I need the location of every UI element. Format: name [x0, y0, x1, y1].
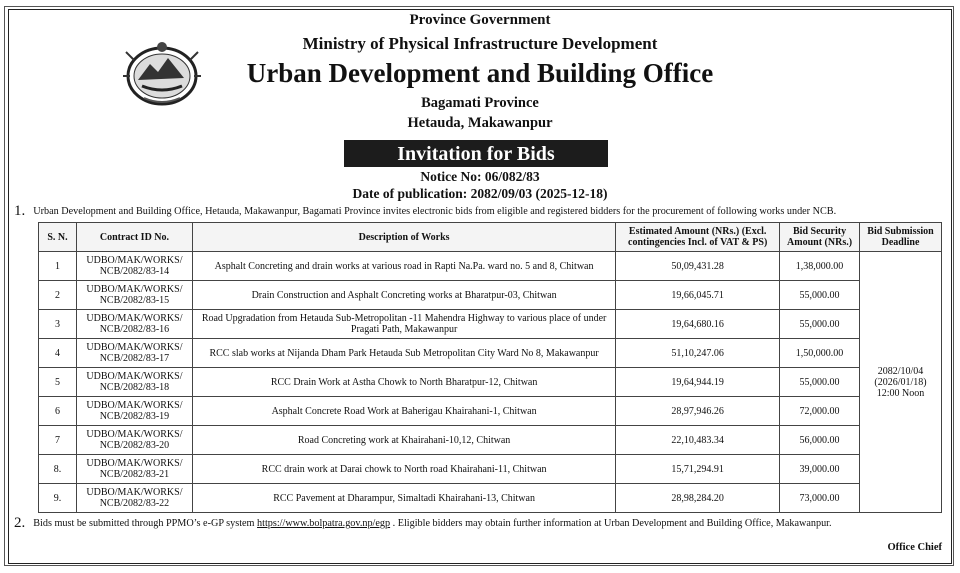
cell-sn: 8.: [39, 455, 77, 484]
header-contract-id: Contract ID No.: [76, 223, 192, 252]
contract-id-line1: UDBO/MAK/WORKS/: [86, 313, 183, 324]
signature-office-chief: Office Chief: [887, 542, 942, 553]
bids-table: [38, 222, 942, 513]
contract-id-line1: UDBO/MAK/WORKS/: [86, 255, 183, 266]
cell-deadline: [860, 252, 942, 513]
table-header-row: [39, 223, 942, 252]
paragraph-2-number: 2.: [14, 515, 26, 531]
header-sn: S. N.: [39, 223, 77, 252]
cell-security: 72,000.00: [780, 397, 860, 426]
ministry-name: Ministry of Physical Infrastructure Development: [302, 34, 658, 53]
contract-id-line2: NCB/2082/83-15: [99, 295, 170, 306]
cell-contract-id: [76, 426, 192, 455]
cell-contract-id: [76, 484, 192, 513]
contract-id-line2: NCB/2082/83-18: [99, 382, 170, 393]
deadline-date-ad: (2026/01/18): [874, 376, 927, 388]
header-description: Description of Works: [192, 223, 615, 252]
paragraph-1-text: Urban Development and Building Office, Hetauda, Makawanpur, Bagamati Province invites electronic bids from eligible and registered bidders for the procurement of following works under NCB.: [33, 206, 837, 217]
header-estimate: Estimated Amount (NRs.) (Excl. contingencies Incl. of VAT & PS): [616, 223, 780, 252]
paragraph-1: [14, 203, 836, 220]
egp-link[interactable]: https://www.bolpatra.gov.np/egp: [257, 518, 391, 529]
contract-id-line1: UDBO/MAK/WORKS/: [86, 487, 183, 498]
cell-estimate: 15,71,294.91: [616, 455, 780, 484]
cell-security: 55,000.00: [780, 281, 860, 310]
contract-id-line1: UDBO/MAK/WORKS/: [86, 371, 183, 382]
paragraph-2-text-after: . Eligible bidders may obtain further information at Urban Development and Building Office, Makawanpur.: [390, 518, 832, 529]
cell-security: 1,50,000.00: [780, 339, 860, 368]
cell-security: 39,000.00: [780, 455, 860, 484]
cell-estimate: 19,66,045.71: [616, 281, 780, 310]
cell-description: Road Upgradation from Hetauda Sub-Metropolitan -11 Mahendra Highway to various place of under Pragati Path, Makawanpur: [192, 310, 615, 339]
cell-security: 1,38,000.00: [780, 252, 860, 281]
contract-id-line1: UDBO/MAK/WORKS/: [86, 342, 183, 353]
contract-id-line2: NCB/2082/83-19: [99, 411, 170, 422]
invitation-title: Invitation for Bids: [344, 140, 608, 167]
cell-estimate: 51,10,247.06: [616, 339, 780, 368]
cell-sn: 9.: [39, 484, 77, 513]
cell-description: RCC slab works at Nijanda Dham Park Hetauda Sub Metropolitan City Ward No 8, Makawanpur: [192, 339, 615, 368]
province-government: Province Government: [409, 12, 551, 28]
table-row: [39, 252, 942, 281]
cell-security: 56,000.00: [780, 426, 860, 455]
publication-date: Date of publication: 2082/09/03 (2025-12-18): [352, 186, 608, 201]
contract-id-line1: UDBO/MAK/WORKS/: [86, 400, 183, 411]
cell-sn: 2: [39, 281, 77, 310]
table-row: [39, 397, 942, 426]
cell-sn: 6: [39, 397, 77, 426]
contract-id-line1: UDBO/MAK/WORKS/: [86, 429, 183, 440]
header-security: Bid Security Amount (NRs.): [780, 223, 860, 252]
cell-security: 55,000.00: [780, 310, 860, 339]
contract-id-line2: NCB/2082/83-14: [99, 266, 170, 277]
cell-description: Asphalt Concreting and drain works at various road in Rapti Na.Pa. ward no. 5 and 8, Chitwan: [192, 252, 615, 281]
cell-sn: 7: [39, 426, 77, 455]
cell-description: Road Concreting work at Khairahani-10,12, Chitwan: [192, 426, 615, 455]
deadline-time: 12:00 Noon: [876, 387, 925, 399]
cell-contract-id: [76, 339, 192, 368]
cell-description: Asphalt Concrete Road Work at Baherigau Khairahani-1, Chitwan: [192, 397, 615, 426]
paragraph-1-number: 1.: [14, 203, 26, 219]
contract-id-line2: NCB/2082/83-22: [99, 498, 170, 509]
contract-id-line1: UDBO/MAK/WORKS/: [86, 284, 183, 295]
paragraph-2-text-before: Bids must be submitted through PPMO’s e-GP system: [33, 518, 258, 529]
cell-contract-id: [76, 368, 192, 397]
cell-estimate: 28,97,946.26: [616, 397, 780, 426]
contract-id-line2: NCB/2082/83-16: [99, 324, 170, 335]
cell-estimate: 19,64,680.16: [616, 310, 780, 339]
cell-description: Drain Construction and Asphalt Concreting works at Bharatpur-03, Chitwan: [192, 281, 615, 310]
cell-estimate: 50,09,431.28: [616, 252, 780, 281]
contract-id-line2: NCB/2082/83-20: [99, 440, 170, 451]
contract-id-line2: NCB/2082/83-17: [99, 353, 170, 364]
contract-id-line2: NCB/2082/83-21: [99, 469, 170, 480]
table-row: [39, 368, 942, 397]
table-row: [39, 310, 942, 339]
province-name: Bagamati Province: [421, 95, 539, 111]
cell-contract-id: [76, 455, 192, 484]
cell-description: RCC Drain Work at Astha Chowk to North Bharatpur-12, Chitwan: [192, 368, 615, 397]
location: Hetauda, Makawanpur: [407, 115, 553, 131]
cell-sn: 3: [39, 310, 77, 339]
cell-contract-id: [76, 281, 192, 310]
cell-estimate: 22,10,483.34: [616, 426, 780, 455]
cell-estimate: 19,64,944.19: [616, 368, 780, 397]
table-row: [39, 281, 942, 310]
cell-sn: 4: [39, 339, 77, 368]
cell-contract-id: [76, 252, 192, 281]
cell-sn: 1: [39, 252, 77, 281]
office-name: Urban Development and Building Office: [246, 58, 714, 88]
cell-contract-id: [76, 310, 192, 339]
table-row: [39, 339, 942, 368]
cell-security: 73,000.00: [780, 484, 860, 513]
cell-estimate: 28,98,284.20: [616, 484, 780, 513]
paragraph-2: [14, 515, 832, 532]
contract-id-line1: UDBO/MAK/WORKS/: [86, 458, 183, 469]
cell-sn: 5: [39, 368, 77, 397]
cell-security: 55,000.00: [780, 368, 860, 397]
cell-description: RCC Pavement at Dharampur, Simaltadi Khairahani-13, Chitwan: [192, 484, 615, 513]
header-deadline: Bid Submission Deadline: [860, 223, 942, 252]
cell-contract-id: [76, 397, 192, 426]
table-row: [39, 426, 942, 455]
deadline-date-bs: 2082/10/04: [877, 365, 924, 377]
notice-number: Notice No: 06/082/83: [420, 169, 540, 184]
cell-description: RCC drain work at Darai chowk to North road Khairahani-11, Chitwan: [192, 455, 615, 484]
table-row: [39, 484, 942, 513]
table-row: [39, 455, 942, 484]
